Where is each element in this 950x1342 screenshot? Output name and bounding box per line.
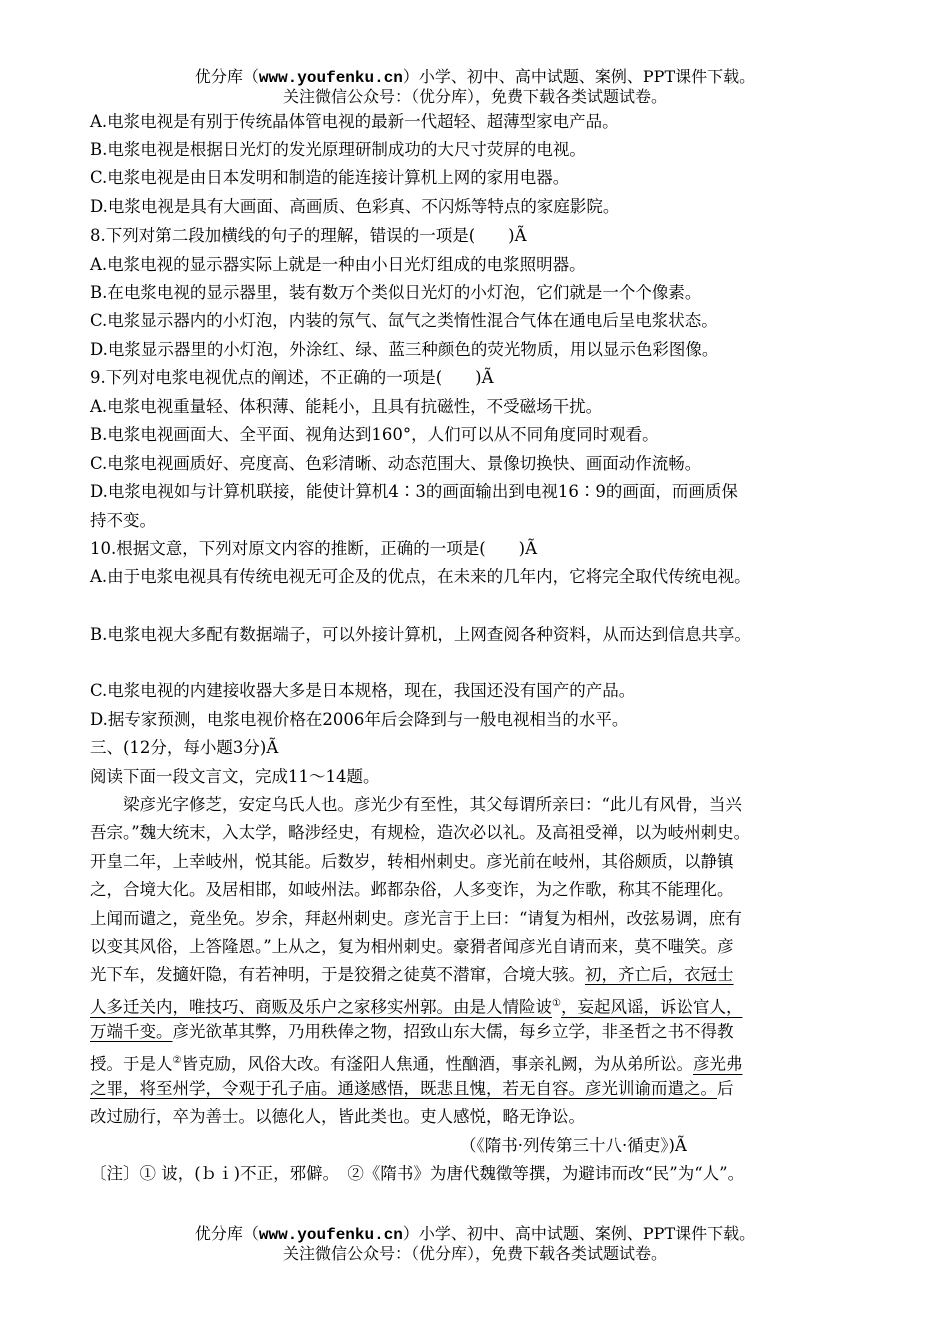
q9-option-b: B.电浆电视画面大、全平面、视角达到160°，人们可以从不同角度同时观看。	[90, 425, 659, 444]
q8-option-c: C.电浆显示器内的小灯泡，内装的氖气、氙气之类惰性混合气体在通电后呈电浆状态。	[90, 311, 718, 330]
q8-stem: 8.下列对第二段加横线的句子的理解，错误的一项是( )Ã	[90, 226, 527, 245]
underlined-sentence-2-start: 彦光弗	[692, 1054, 743, 1074]
header-site-line	[0, 68, 950, 87]
footer-prefix: 优分库（	[194, 1224, 259, 1243]
passage-line-9-plain: 彦光欲革其弊，乃用秩俸之物，招致山东大儒，每乡立学，非圣哲之书不得教	[172, 1022, 734, 1041]
passage-line-6: 以变其风俗，上答隆恩。”上从之，复为相州刺史。豪猾者闻彦光自请而来，莫不嗤笑。彦	[90, 937, 734, 956]
underlined-sentence-1-mid: 人多迁关内，唯技巧、商贩及乐户之家移实州郭。由是人情险诐	[90, 997, 552, 1017]
passage-source: （《隋书·列传第三十八·循吏》)Ã	[460, 1136, 687, 1155]
q10-option-d: D.据专家预测，电浆电视价格在2006年后会降到与一般电视相当的水平。	[90, 710, 629, 729]
section3-instruction: 阅读下面一段文言文，完成11～14题。	[90, 767, 380, 786]
footnote-marker-2: ②	[172, 1055, 182, 1066]
footer-site-link[interactable]: www.youfenku.cn	[258, 1226, 403, 1244]
footer-wechat-line: 关注微信公众号：（优分库），免费下载各类试题试卷。	[282, 1244, 667, 1263]
passage-line-11	[90, 1078, 734, 1100]
passage-line-2: 吾宗。”魏大统末，入太学，略涉经史，有规检，造次必以礼。及高祖受禅，以为岐州刺史。	[90, 823, 751, 842]
q7-option-b: B.电浆电视是根据日光灯的发光原理研制成功的大尺寸荧屏的电视。	[90, 140, 586, 159]
passage-line-10-plain: 授。于是人	[90, 1054, 173, 1074]
passage-line-8	[90, 993, 742, 1019]
passage-line-10	[90, 1050, 742, 1076]
passage-line-1: 梁彦光字修芝，安定乌氏人也。彦光少有至性，其父每谓所亲曰：“此儿有风骨，当兴	[90, 795, 742, 814]
passage-line-7-plain: 光下车，发擿奸隐，有若神明，于是狡猾之徒莫不潜窜，合境大骇。	[90, 965, 585, 984]
footer-site-line	[0, 1225, 950, 1244]
q8-option-d: D.电浆显示器里的小灯泡，外涂红、绿、蓝三种颜色的荧光物质，用以显示色彩图像。	[90, 340, 719, 359]
q7-option-c: C.电浆电视是由日本发明和制造的能连接计算机上网的家用电器。	[90, 168, 570, 187]
passage-line-4: 之，合境大化。及居相邯，如岐州法。邺都杂俗，人多变诈，为之作歌，称其不能理化。	[90, 880, 734, 899]
q9-option-d: D.电浆电视如与计算机联接，能使计算机4∶3的画面输出到电视16∶9的画面，而画质保	[90, 482, 738, 501]
section3-title: 三、(12分，每小题3分)Ã	[90, 738, 279, 757]
header-prefix: 优分库（	[194, 67, 259, 86]
q10-stem: 10.根据文意，下列对原文内容的推断，正确的一项是( )Ã	[90, 539, 538, 558]
q9-option-d-cont: 持不变。	[90, 511, 156, 530]
header-wechat-line: 关注微信公众号：（优分库），免费下载各类试题试卷。	[282, 87, 667, 106]
passage-line-11-plain: 后	[717, 1079, 734, 1098]
header-suffix: ）小学、初中、高中试题、案例、PPT课件下载。	[402, 67, 756, 86]
passage-line-3: 开皇二年，上幸岐州，悦其能。后数岁，转相州刺史。彦光前在岐州，其俗颇质，以静镇	[90, 852, 734, 871]
q10-option-b: B.电浆电视大多配有数据端子，可以外接计算机，上网查阅各种资料，从而达到信息共享。	[90, 625, 751, 644]
passage-line-9	[90, 1021, 734, 1043]
footnote-marker-1: ①	[552, 998, 561, 1009]
q8-option-b: B.在电浆电视的显示器里，装有数万个类似日光灯的小灯泡，它们就是一个个像素。	[90, 283, 702, 302]
q9-option-c: C.电浆电视画质好、亮度高、色彩清晰、动态范围大、景像切换快、画面动作流畅。	[90, 454, 702, 473]
footer-suffix: ）小学、初中、高中试题、案例、PPT课件下载。	[402, 1224, 756, 1243]
underlined-sentence-1-cont: ，妄起风谣，诉讼官人，	[560, 997, 743, 1017]
q9-option-a: A.电浆电视重量轻、体积薄、能耗小，且具有抗磁性，不受磁场干扰。	[90, 397, 603, 416]
q7-option-d: D.电浆电视是具有大画面、高画质、色彩真、不闪烁等特点的家庭影院。	[90, 197, 620, 216]
q7-option-a: A.电浆电视是有别于传统晶体管电视的最新一代超轻、超薄型家电产品。	[90, 112, 619, 131]
passage-line-5: 上闻而谴之，竟坐免。岁余，拜赵州刺史。彦光言于上曰：“请复为相州，改弦易调，庶有	[90, 909, 742, 928]
q10-option-a: A.由于电浆电视具有传统电视无可企及的优点，在未来的几年内，它将完全取代传统电视。	[90, 567, 751, 586]
underlined-sentence-1-start: 初，齐亡后，衣冠士	[585, 965, 734, 984]
underlined-sentence-1-end: 万端千变。	[90, 1022, 173, 1041]
passage-line-12: 改过励行，卒为善士。以德化人，皆此类也。吏人感悦，略无诤讼。	[90, 1107, 585, 1126]
underlined-sentence-2-end: 之罪，将至州学，令观于孔子庙。通遂感悟，既悲且愧，若无自容。彦光训谕而遣之。	[90, 1079, 717, 1098]
passage-line-7	[90, 964, 734, 986]
q8-option-a: A.电浆电视的显示器实际上就是一种由小日光灯组成的电浆照明器。	[90, 255, 586, 274]
q9-stem: 9.下列对电浆电视优点的阐述，不正确的一项是( )Ã	[90, 368, 494, 387]
passage-line-10-plain-2: 皆克励，风俗大改。有滏阳人焦通，性酗酒，事亲礼阙，为从弟所讼。	[181, 1054, 693, 1074]
footnote: 〔注〕① 诐，(ｂｉ)不正，邪僻。 ②《隋书》为唐代魏徵等撰，为避讳而改“民”为“人”。	[90, 1164, 745, 1183]
header-site-link[interactable]: www.youfenku.cn	[258, 69, 403, 87]
q10-option-c: C.电浆电视的内建接收器大多是日本规格，现在，我国还没有国产的产品。	[90, 681, 636, 700]
